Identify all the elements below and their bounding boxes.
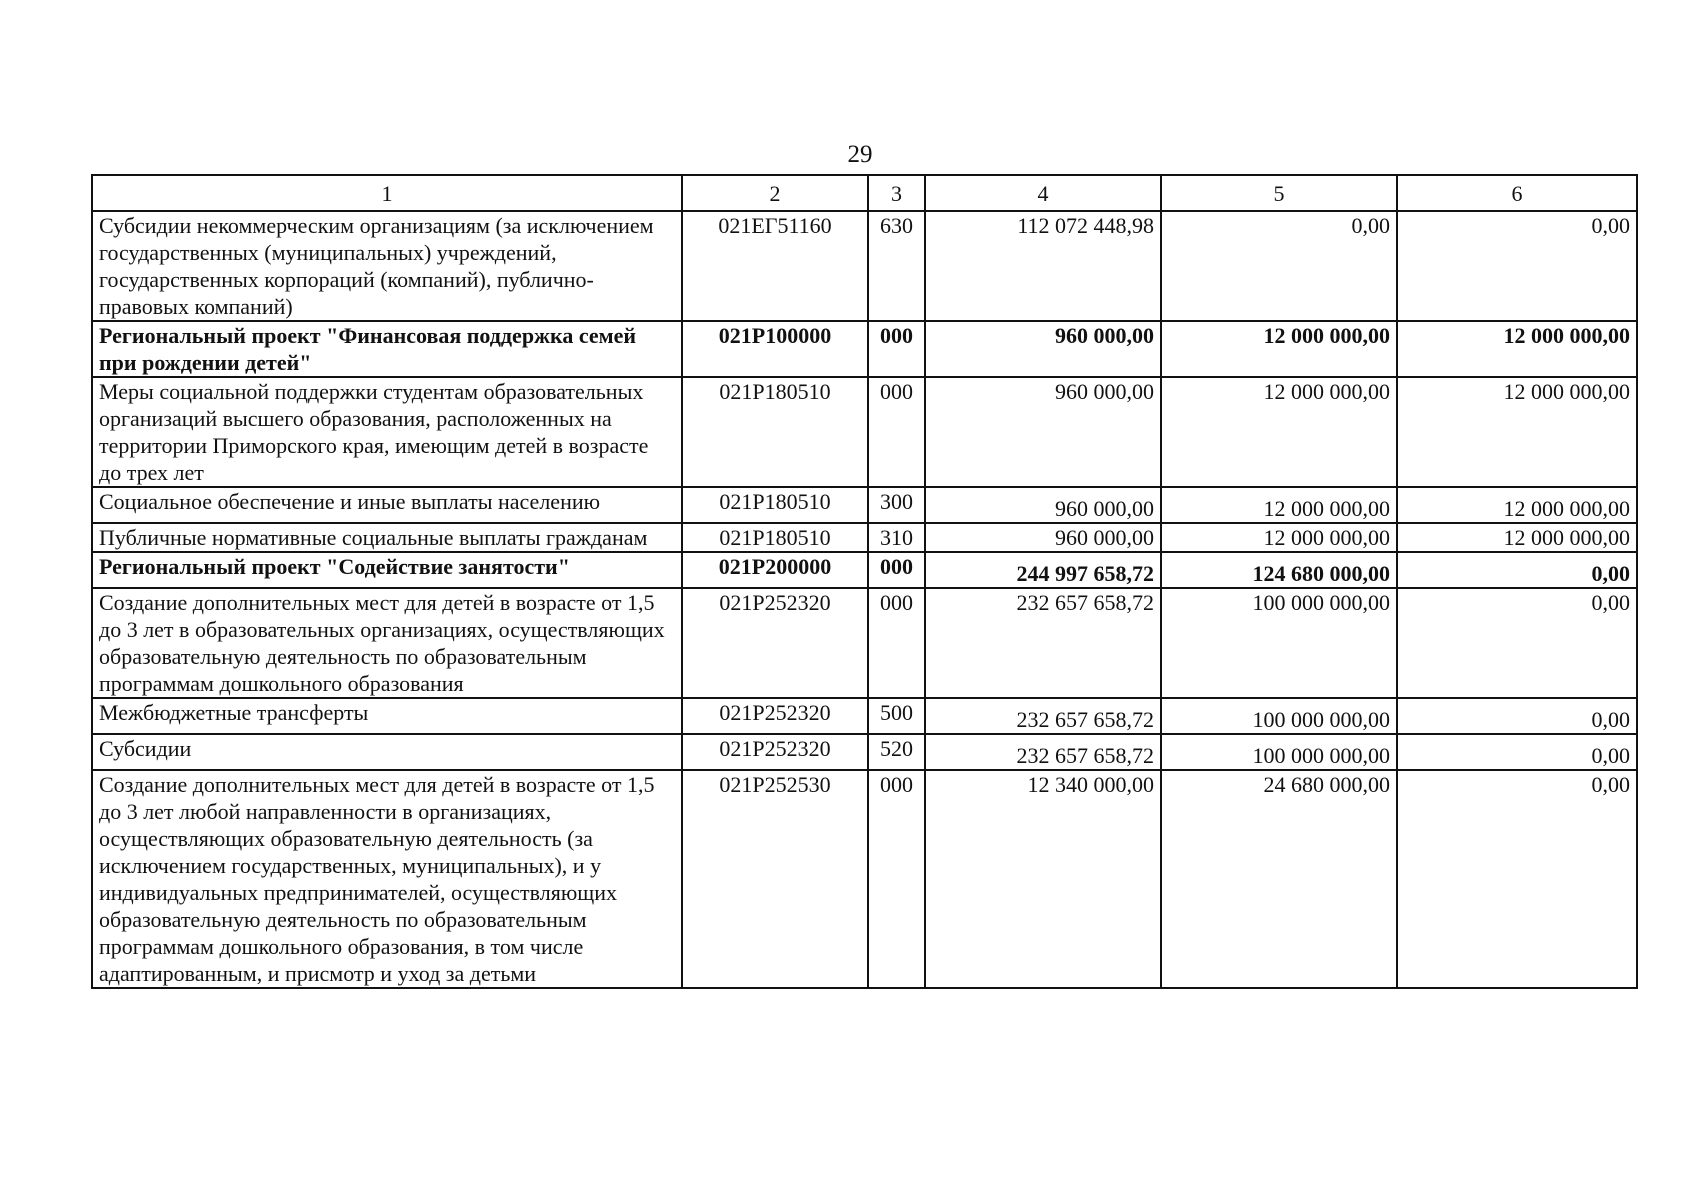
row-value-col6: 0,00 — [1397, 698, 1637, 734]
row-code: 021P200000 — [682, 552, 868, 588]
row-kind: 630 — [868, 211, 925, 321]
column-header: 3 — [868, 175, 925, 211]
row-kind: 500 — [868, 698, 925, 734]
row-value-col6: 12 000 000,00 — [1397, 487, 1637, 523]
row-code: 021P252530 — [682, 770, 868, 988]
column-header: 6 — [1397, 175, 1637, 211]
row-name: Создание дополнительных мест для детей в возрасте от 1,5 до 3 лет любой направленности в организациях, осуществляющих образовательную деятельность (за исключением государственных, муниципальных), и у индивидуальных предпринимателей, осуществляющих образовательную деятельность по образовательным программам дошкольного образования, в том числе адаптированным, и присмотр и уход за детьми — [92, 770, 682, 988]
row-value-col5: 24 680 000,00 — [1161, 770, 1397, 988]
row-value-col4: 244 997 658,72 — [925, 552, 1161, 588]
row-code: 021P100000 — [682, 321, 868, 377]
row-code: 021P180510 — [682, 523, 868, 552]
row-value-col6: 12 000 000,00 — [1397, 321, 1637, 377]
row-value-col5: 124 680 000,00 — [1161, 552, 1397, 588]
row-kind: 000 — [868, 588, 925, 698]
row-value-col6: 0,00 — [1397, 770, 1637, 988]
column-header: 4 — [925, 175, 1161, 211]
column-header: 1 — [92, 175, 682, 211]
row-code: 021P180510 — [682, 377, 868, 487]
row-name: Региональный проект "Содействие занятости" — [92, 552, 682, 588]
row-value-col6: 12 000 000,00 — [1397, 523, 1637, 552]
row-value-col4: 960 000,00 — [925, 321, 1161, 377]
table-row — [92, 377, 1637, 487]
row-value-col5: 12 000 000,00 — [1161, 377, 1397, 487]
row-value-col6: 12 000 000,00 — [1397, 377, 1637, 487]
row-name: Социальное обеспечение и иные выплаты населению — [92, 487, 682, 523]
row-name: Субсидии — [92, 734, 682, 770]
table-row — [92, 321, 1637, 377]
row-value-col5: 0,00 — [1161, 211, 1397, 321]
row-value-col4: 232 657 658,72 — [925, 734, 1161, 770]
row-value-col5: 12 000 000,00 — [1161, 321, 1397, 377]
row-value-col6: 0,00 — [1397, 552, 1637, 588]
table-row — [92, 698, 1637, 734]
row-code: 021P252320 — [682, 698, 868, 734]
row-name: Региональный проект "Финансовая поддержка семей при рождении детей" — [92, 321, 682, 377]
row-kind: 000 — [868, 552, 925, 588]
row-name: Публичные нормативные социальные выплаты гражданам — [92, 523, 682, 552]
row-value-col5: 100 000 000,00 — [1161, 698, 1397, 734]
row-value-col4: 112 072 448,98 — [925, 211, 1161, 321]
row-value-col4: 960 000,00 — [925, 523, 1161, 552]
row-kind: 000 — [868, 377, 925, 487]
row-name: Меры социальной поддержки студентам образовательных организаций высшего образования, расположенных на территории Приморского края, имеющим детей в возрасте до трех лет — [92, 377, 682, 487]
row-value-col6: 0,00 — [1397, 588, 1637, 698]
row-code: 021P180510 — [682, 487, 868, 523]
row-value-col5: 12 000 000,00 — [1161, 523, 1397, 552]
row-value-col6: 0,00 — [1397, 734, 1637, 770]
row-code: 021P252320 — [682, 734, 868, 770]
table-row — [92, 523, 1637, 552]
column-header: 2 — [682, 175, 868, 211]
row-value-col5: 12 000 000,00 — [1161, 487, 1397, 523]
row-name: Межбюджетные трансферты — [92, 698, 682, 734]
row-code: 021P252320 — [682, 588, 868, 698]
row-kind: 520 — [868, 734, 925, 770]
table-row — [92, 552, 1637, 588]
row-name: Создание дополнительных мест для детей в возрасте от 1,5 до 3 лет в образовательных организациях, осуществляющих образовательную деятельность по образовательным программам дошкольного образования — [92, 588, 682, 698]
table-row — [92, 734, 1637, 770]
table-row — [92, 211, 1637, 321]
budget-table — [91, 174, 1638, 989]
row-value-col4: 12 340 000,00 — [925, 770, 1161, 988]
row-value-col6: 0,00 — [1397, 211, 1637, 321]
table-row — [92, 770, 1637, 988]
row-kind: 310 — [868, 523, 925, 552]
column-header: 5 — [1161, 175, 1397, 211]
row-name: Субсидии некоммерческим организациям (за исключением государственных (муниципальных) учреждений, государственных корпораций (компаний), публично-правовых компаний) — [92, 211, 682, 321]
row-kind: 300 — [868, 487, 925, 523]
header-row — [92, 175, 1637, 211]
row-code: 021ЕГ51160 — [682, 211, 868, 321]
page-number: 29 — [847, 141, 873, 168]
row-value-col4: 960 000,00 — [925, 487, 1161, 523]
table-row — [92, 588, 1637, 698]
row-value-col4: 232 657 658,72 — [925, 698, 1161, 734]
row-value-col5: 100 000 000,00 — [1161, 588, 1397, 698]
row-value-col4: 960 000,00 — [925, 377, 1161, 487]
row-value-col5: 100 000 000,00 — [1161, 734, 1397, 770]
row-value-col4: 232 657 658,72 — [925, 588, 1161, 698]
row-kind: 000 — [868, 321, 925, 377]
row-kind: 000 — [868, 770, 925, 988]
table-row — [92, 487, 1637, 523]
